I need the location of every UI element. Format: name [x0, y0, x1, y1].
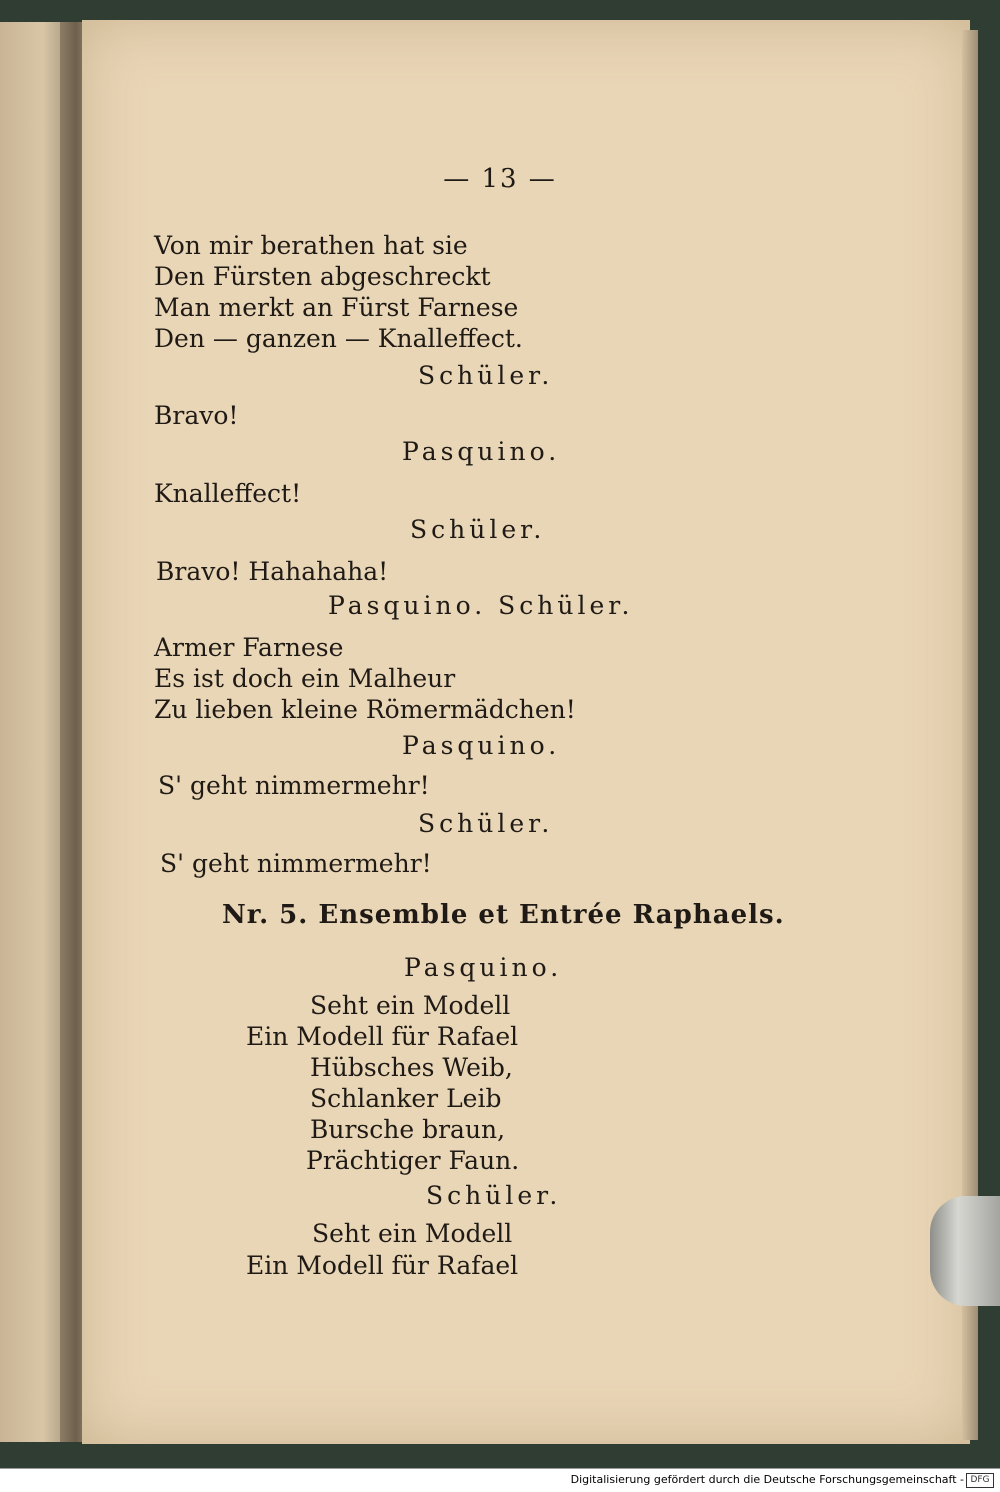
stanza-2: [154, 632, 576, 725]
speaker-label: Pasquino.: [402, 731, 561, 760]
speaker-label: Schüler.: [418, 809, 554, 838]
speaker-label: Schüler.: [418, 361, 554, 390]
page-clip: [930, 1196, 1000, 1306]
funding-credit: Digitalisierung gefördert durch die Deutsche Forschungsgemeinschaft -: [570, 1473, 964, 1486]
verse-line: Prächtiger Faun.: [306, 1146, 520, 1175]
page-number: — 13 —: [443, 164, 557, 194]
dfg-logo-icon: DFG: [966, 1473, 994, 1488]
dialogue-line: Bravo!: [154, 401, 239, 430]
verse-line: Seht ein Modell: [312, 1219, 513, 1248]
verse-line: Seht ein Modell: [310, 991, 511, 1020]
verse-line: Ein Modell für Rafael: [246, 1251, 519, 1280]
dialogue-line: Bravo! Hahahaha!: [156, 557, 389, 586]
speaker-label: Pasquino.: [404, 953, 563, 982]
verse-line: Armer Farnese: [154, 633, 344, 662]
dialogue-line: S' geht nimmermehr!: [160, 849, 432, 878]
speaker-label: Schüler.: [410, 515, 546, 544]
dialogue-line: Knalleffect!: [154, 479, 302, 508]
verse-line: Von mir berathen hat sie: [154, 231, 468, 260]
verse-line: Hübsches Weib,: [310, 1053, 513, 1082]
speaker-label: Pasquino. Schüler.: [328, 591, 634, 620]
verse-line: Den Fürsten abgeschreckt: [154, 262, 491, 291]
verse-line: Ein Modell für Rafael: [246, 1022, 519, 1051]
verse-line: Bursche braun,: [310, 1115, 506, 1144]
verse-line: Den — ganzen — Knalleffect.: [154, 324, 523, 353]
verse-line: Man merkt an Fürst Farnese: [154, 293, 519, 322]
verse-line: Es ist doch ein Malheur: [154, 664, 456, 693]
footer-bar: [0, 1468, 1000, 1492]
verse-line: Schlanker Leib: [310, 1084, 502, 1113]
stanza-1: [154, 230, 523, 354]
dialogue-line: S' geht nimmermehr!: [158, 771, 430, 800]
section-heading: Nr. 5. Ensemble et Entrée Raphaels.: [222, 900, 785, 930]
speaker-label: Pasquino.: [402, 437, 561, 466]
speaker-label: Schüler.: [426, 1181, 562, 1210]
verse-line: Zu lieben kleine Römermädchen!: [154, 695, 576, 724]
